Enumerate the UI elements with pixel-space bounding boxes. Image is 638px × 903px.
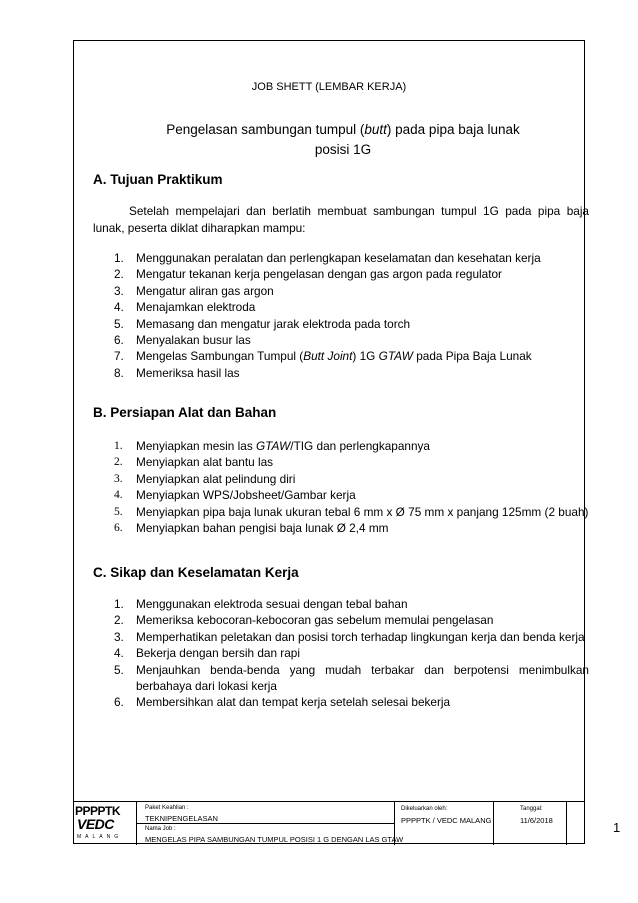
- tanggal-label: Tanggal:: [520, 806, 543, 812]
- footer-table: [73, 801, 621, 845]
- divider: [136, 823, 394, 824]
- list-item: 8. Memeriksa hasil las: [114, 365, 240, 380]
- list-item: 5. Menyiapkan pipa baja lunak ukuran tebal 6 mm x Ø 75 mm x panjang 125mm (2 buah): [114, 504, 589, 519]
- list-item: 4. Menyiapkan WPS/Jobsheet/Gambar kerja: [114, 488, 356, 503]
- list-item: 5. Memasang dan mengatur jarak elektroda pada torch: [114, 316, 411, 331]
- paket-value: TEKNIPENGELASAN: [145, 814, 218, 823]
- nama-job-label: Nama Job :: [145, 826, 176, 832]
- section-a-list: [93, 250, 589, 381]
- page-number: 1: [613, 820, 621, 835]
- list-item: 2. Memeriksa kebocoran-kebocoran gas sebelum memulai pengelasan: [114, 613, 494, 628]
- section-b-heading: B. Persiapan Alat dan Bahan: [93, 405, 277, 420]
- list-item: 1. Menggunakan peralatan dan perlengkapan keselamatan dan kesehatan kerja: [114, 251, 541, 265]
- list-item: 6. Menyalakan busur las: [114, 333, 251, 348]
- list-item: 6. Menyiapkan bahan pengisi baja lunak Ø 2,4 mm: [114, 521, 389, 536]
- list-item: 4. Bekerja dengan bersih dan rapi: [114, 646, 300, 661]
- list-item: 2. Mengatur tekanan kerja pengelasan dengan gas argon pada regulator: [114, 267, 502, 282]
- divider: [566, 802, 567, 845]
- main-title: Pengelasan sambungan tumpul (butt) pada pipa baja lunak posisi 1G: [166, 122, 520, 157]
- section-c-list: [93, 596, 589, 711]
- list-item: 3. Menyiapkan alat pelindung diri: [114, 471, 296, 486]
- list-item: 3. Mengatur aliran gas argon: [114, 283, 274, 298]
- divider: [493, 802, 494, 845]
- list-item: 3. Memperhatikan peletakan dan posisi torch terhadap lingkungan kerja dan benda kerja: [114, 629, 585, 644]
- section-c-heading: C. Sikap dan Keselamatan Kerja: [93, 565, 299, 580]
- list-item: 4. Menajamkan elektroda: [114, 300, 256, 315]
- institution-logo: PPPPTK VEDC MALANG: [75, 804, 123, 840]
- dikeluarkan-value: PPPPTK / VEDC MALANG: [401, 816, 492, 825]
- tanggal-value: 11/6/2018: [520, 816, 553, 825]
- nama-job-value: MENGELAS PIPA SAMBUNGAN TUMPUL POSISI 1 G DENGAN LAS GTAW: [145, 835, 404, 844]
- section-a-intro: Setelah mempelajari dan berlatih membuat sambungan tumpul 1G pada pipa baja lunak, peserta diklat diharapkan mampu:: [93, 204, 589, 235]
- list-item: 1. Menggunakan elektroda sesuai dengan tebal bahan: [114, 597, 408, 611]
- list-item: 1. Menyiapkan mesin las GTAW/TIG dan perlengkapannya: [114, 439, 430, 453]
- list-item: 2. Menyiapkan alat bantu las: [114, 455, 274, 470]
- section-a-heading: A. Tujuan Praktikum: [93, 172, 223, 187]
- list-item: 7. Mengelas Sambungan Tumpul (Butt Joint) 1G GTAW pada Pipa Baja Lunak: [114, 349, 532, 364]
- paket-label: Paket Keahlian :: [145, 805, 189, 811]
- section-b-list: [93, 438, 589, 536]
- document-title: JOB SHETT (LEMBAR KERJA): [251, 81, 407, 93]
- list-item: 6. Membersihkan alat dan tempat kerja setelah selesai bekerja: [114, 695, 451, 710]
- dikeluarkan-label: Dikeluarkan oleh:: [401, 806, 448, 812]
- list-item: 5. Menjauhkan benda-benda yang mudah terbakar dan berpotensi menimbulkan berbahaya dari lokasi kerja: [114, 662, 589, 694]
